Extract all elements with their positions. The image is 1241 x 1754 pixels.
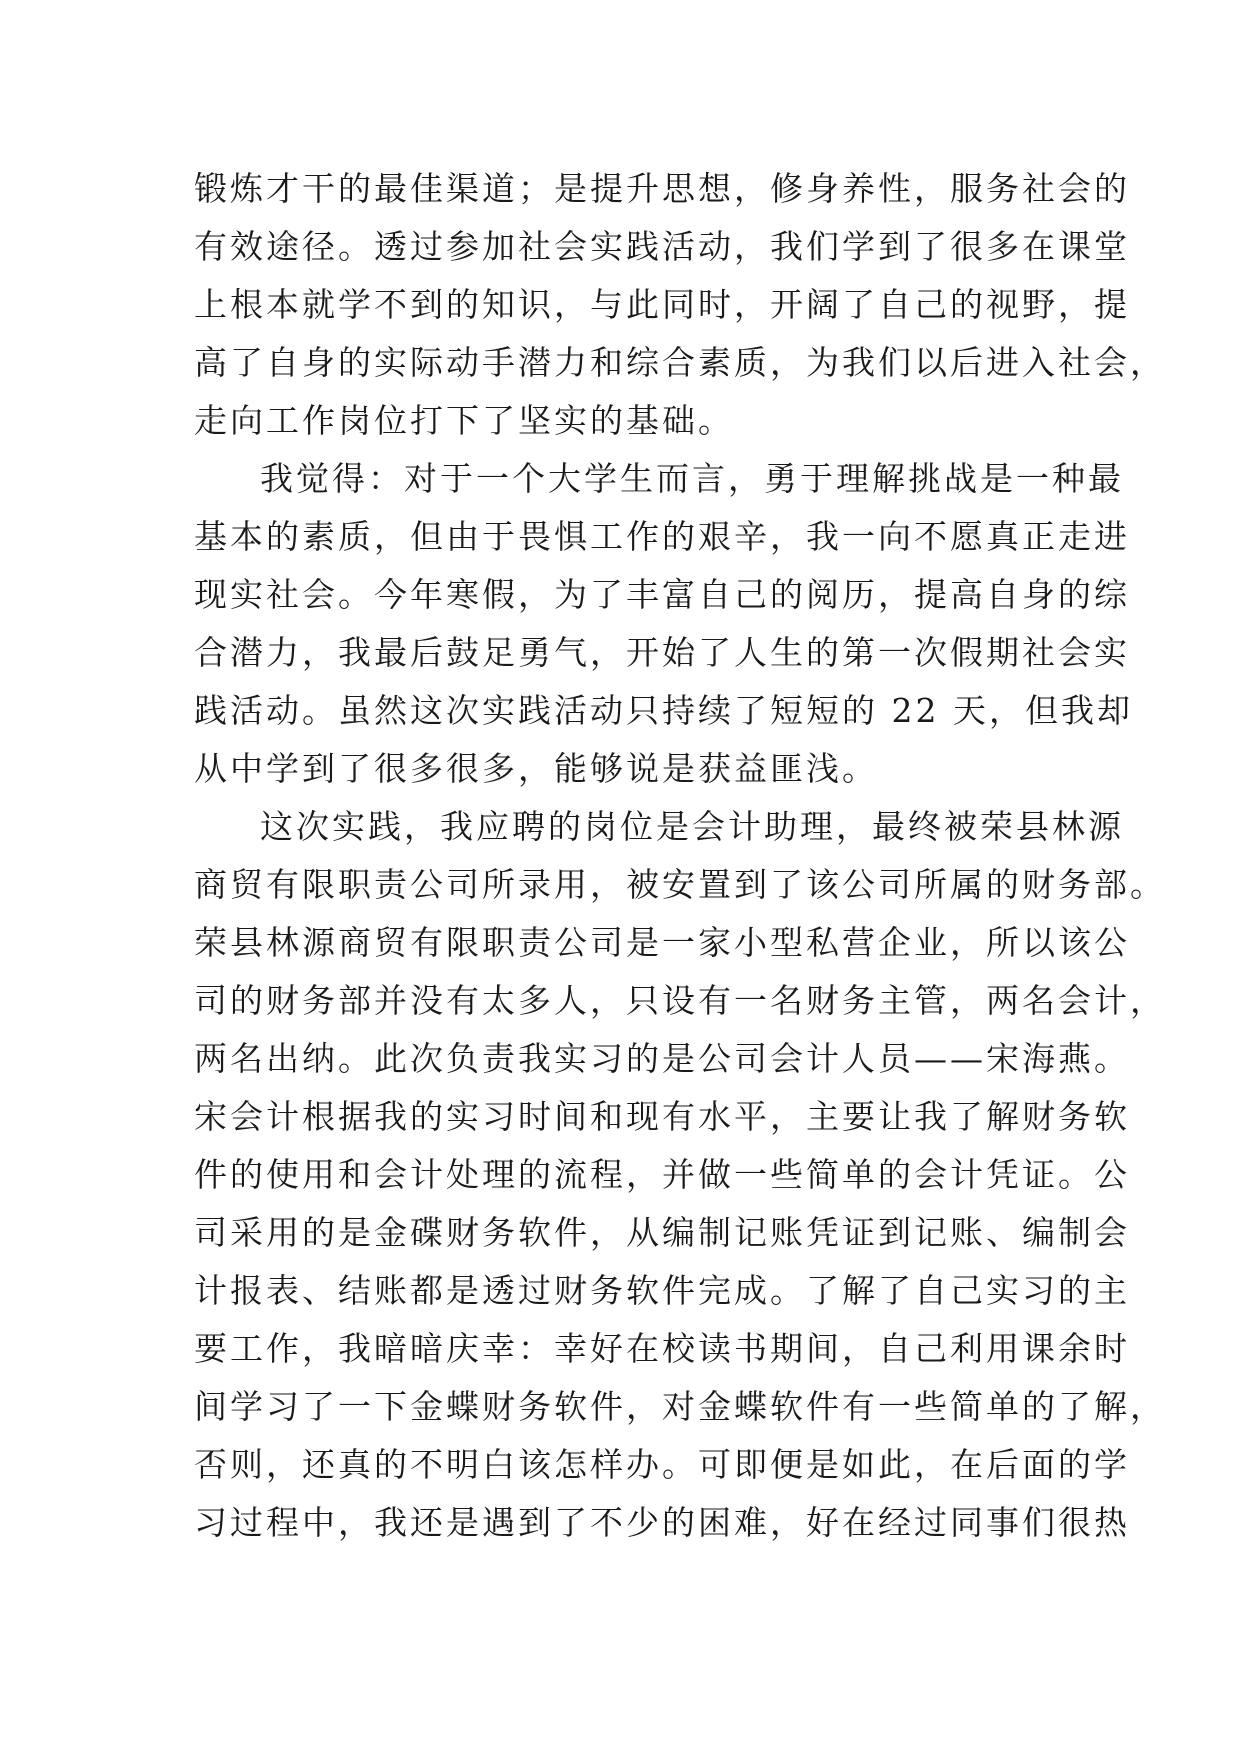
text-line: 合潜力，我最后鼓足勇气，开始了人生的第一次假期社会实: [194, 633, 1130, 672]
text-line: 宋会计根据我的实习时间和现有水平，主要让我了解财务软: [194, 1097, 1130, 1136]
text-line: 否则，还真的不明白该怎样办。可即便是如此，在后面的学: [194, 1445, 1130, 1484]
paragraph-first-line: 我觉得：对于一个大学生而言，勇于理解挑战是一种最: [260, 459, 1124, 498]
text-line: 现实社会。今年寒假，为了丰富自己的阅历，提高自身的综: [194, 575, 1130, 614]
text-line: 两名出纳。此次负责我实习的是公司会计人员——宋海燕。: [194, 1039, 1130, 1078]
text-line: 间学习了一下金蝶财务软件，对金蝶软件有一些简单的了解，: [194, 1387, 1166, 1426]
text-line: 高了自身的实际动手潜力和综合素质，为我们以后进入社会，: [194, 343, 1166, 382]
text-line: 基本的素质，但由于畏惧工作的艰辛，我一向不愿真正走进: [194, 517, 1130, 556]
text-line: 上根本就学不到的知识，与此同时，开阔了自己的视野，提: [194, 285, 1130, 324]
text-line: 计报表、结账都是透过财务软件完成。了解了自己实习的主: [194, 1271, 1130, 1310]
document-body: [194, 160, 1166, 1552]
text-line: 司采用的是金碟财务软件，从编制记账凭证到记账、编制会: [194, 1213, 1130, 1252]
text-line: 要工作，我暗暗庆幸：幸好在校读书期间，自己利用课余时: [194, 1329, 1130, 1368]
text-line: 司的财务部并没有太多人，只设有一名财务主管，两名会计，: [194, 981, 1166, 1020]
text-line: 荣县林源商贸有限职责公司是一家小型私营企业，所以该公: [194, 923, 1130, 962]
text-line: 锻炼才干的最佳渠道；是提升思想，修身养性，服务社会的: [194, 169, 1130, 208]
text-line: 习过程中，我还是遇到了不少的困难，好在经过同事们很热: [194, 1503, 1130, 1542]
paragraph-first-line: 这次实践，我应聘的岗位是会计助理，最终被荣县林源: [260, 807, 1124, 846]
text-line: 践活动。虽然这次实践活动只持续了短短的 22 天，但我却: [194, 691, 1133, 730]
text-line: 从中学到了很多很多，能够说是获益匪浅。: [194, 749, 878, 788]
text-line: 件的使用和会计处理的流程，并做一些简单的会计凭证。公: [194, 1155, 1130, 1194]
text-line: 商贸有限职责公司所录用，被安置到了该公司所属的财务部。: [194, 865, 1166, 904]
text-line: 有效途径。透过参加社会实践活动，我们学到了很多在课堂: [194, 227, 1130, 266]
text-line: 走向工作岗位打下了坚实的基础。: [194, 401, 734, 440]
